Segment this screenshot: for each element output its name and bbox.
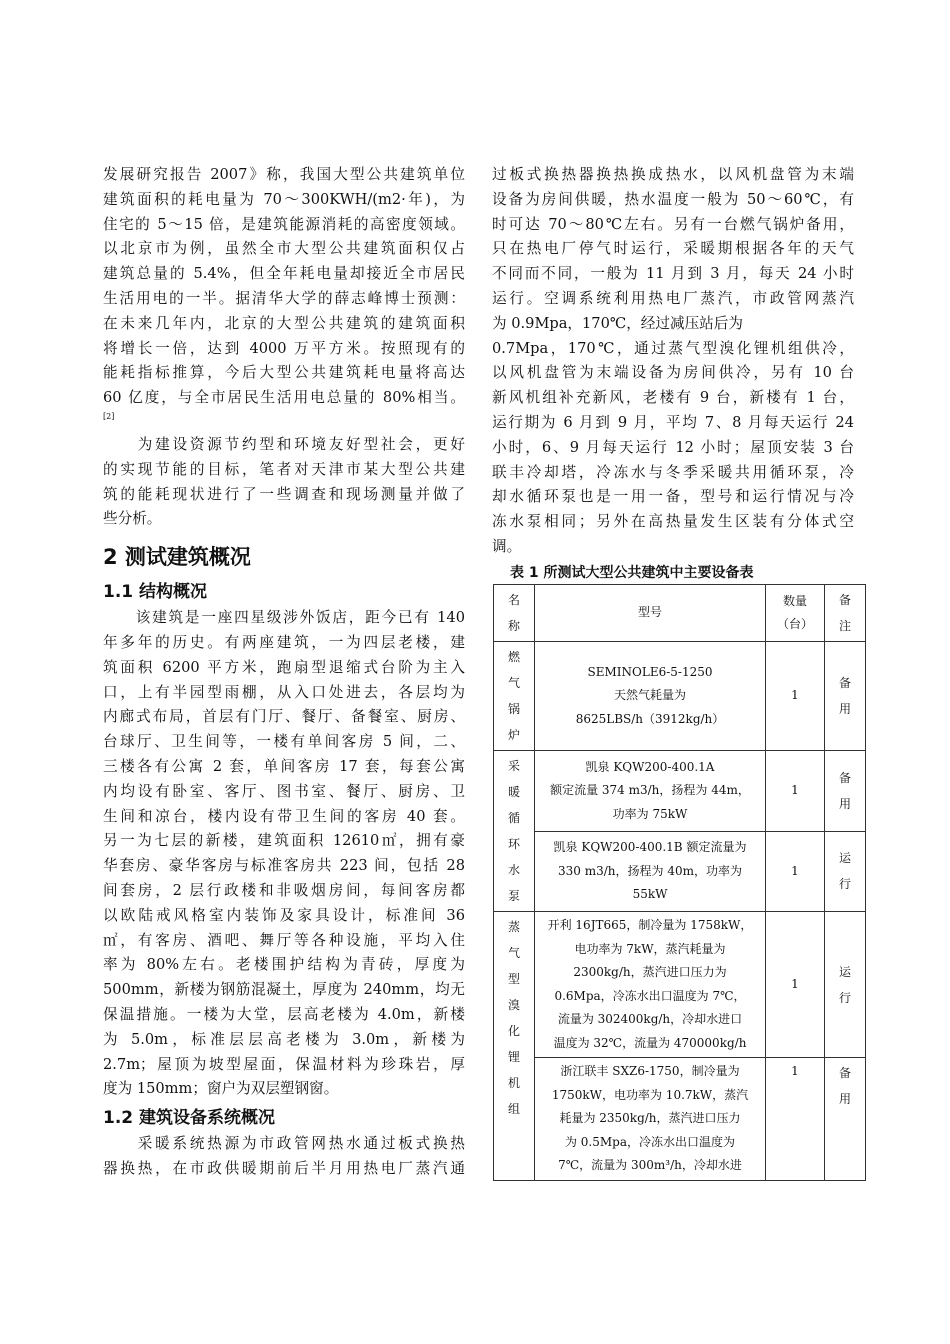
reference-mark: [2] [103, 411, 115, 421]
cell-name: 采 暖 循 环 水 泵 [494, 751, 535, 912]
table-row [494, 751, 866, 832]
text-line: 为建设资源节约型和环境友好型社会，更好 [103, 435, 465, 453]
cell-qty: 1 [766, 1058, 825, 1181]
text-line: 时可达 70～80℃左右。另有一台燃气锅炉备用， [492, 215, 854, 233]
text-line: 调。 [492, 537, 522, 555]
cell-model: 浙江联丰 SXZ6-1750，制冷量为 1750kW，电功率为 10.7kW，蒸汽 耗量为 2350kg/h，蒸汽进口压力 为 0.5Mpa，冷冻水出口温度为 7℃，流量为 300m³/h，冷却水进 [535, 1058, 766, 1181]
text-line: 年多年的历史。有两座建筑，一为四层老楼，建 [103, 633, 465, 651]
text-line: 运行期为 6 月到 9 月，平均 7、8 月每天运行 24 [492, 413, 854, 431]
header-model: 型号 [535, 585, 766, 642]
right-column [492, 163, 854, 560]
text-line: 筑面积 6200 平方米，跑扇型退缩式台阶为主入 [103, 658, 465, 676]
text-line: 新风机组补充新风，老楼有 9 台，新楼有 1 台， [492, 389, 854, 407]
cell-note: 备 用 [825, 1058, 866, 1181]
text-line: 三楼各有公寓 2 套，单间客房 17 套，每套公寓 [103, 757, 465, 775]
table-row [494, 642, 866, 751]
text-line: 小时，6、9 月每天运行 12 小时；屋顶安装 3 台 [492, 438, 854, 456]
text-line: 率为 80%左右。老楼围护结构为青砖，厚度为 [103, 956, 465, 974]
cell-name: 蒸 气 型 溴 化 锂 机 组 [494, 912, 535, 1181]
text-line: 口，上有半园型雨棚，从入口处进去，各层均为 [103, 683, 465, 701]
cell-model: 开利 16JT665，制冷量为 1758kW， 电功率为 7kW，蒸汽耗量为 2300kg/h，蒸汽进口压力为 0.6Mpa，冷冻水出口温度为 7℃， 流量为 302400kg/h，冷却水进口 温度为 32℃，流量为 470000kg/h [535, 912, 766, 1058]
text-line: 在未来几年内，北京的大型公共建筑的建筑面积 [103, 314, 465, 332]
text-line: 只在热电厂停气时运行，采暖期根据各年的天气 [492, 240, 854, 258]
equipment-paragraph [103, 1132, 465, 1182]
text-line: 将增长一倍，达到 4000 万平方米。按照现有的 [103, 339, 465, 357]
text-line: 60 亿度，与全市居民生活用电总量的 80%相当。 [103, 389, 465, 407]
cell-note: 备 用 [825, 642, 866, 751]
text-line: ㎡，有客房、酒吧、舞厅等各种设施，平均入住 [103, 931, 465, 949]
text-line: 冻水泵相同；另外在高热量发生区装有分体式空 [492, 513, 854, 531]
table-caption: 表 1 所测试大型公共建筑中主要设备表 [510, 565, 754, 581]
cell-qty: 1 [766, 831, 825, 912]
text-line: 住宅的 5～15 倍，是建筑能源消耗的高密度领域。 [103, 215, 465, 233]
subsection-heading-structure: 1.1 结构概况 [103, 582, 208, 603]
left-column [103, 163, 465, 1182]
cell-qty: 1 [766, 912, 825, 1058]
text-line: 发展研究报告 2007》称，我国大型公共建筑单位 [103, 166, 465, 183]
purpose-paragraph [103, 433, 465, 532]
text-line: 建筑面积的耗电量为 70～300KWH/(m2·年)，为 [103, 190, 465, 208]
text-line: 内廊式布局，首层有门厅、餐厅、备餐室、厨房、 [103, 708, 465, 726]
text-line: 却水循环泵也是一用一备，型号和运行情况与冷 [492, 488, 854, 506]
equipment-paragraph-continued [492, 163, 854, 560]
text-line: 间套房，2 层行政楼和非吸烟房间，每间客房都 [103, 881, 465, 899]
header-name: 名 称 [494, 585, 535, 642]
cell-qty: 1 [766, 642, 825, 751]
table-row [494, 1058, 866, 1181]
text-line: 2.7m；屋顶为坡型屋面，保温材料为珍珠岩，厚 [103, 1055, 465, 1073]
cell-name: 燃 气 锅 炉 [494, 642, 535, 751]
text-line: 联丰冷却塔，冷冻水与冬季采暖共用循环泵，冷 [492, 463, 854, 481]
text-line: 台球厅、卫生间等，一楼有单间客房 5 间，二、 [103, 733, 465, 751]
cell-note: 运 行 [825, 912, 866, 1058]
text-line: 为 5.0m，标准层层高老楼为 3.0m，新楼为 [103, 1030, 465, 1048]
text-line: 内均设有卧室、客厅、图书室、餐厅、厨房、卫 [103, 782, 465, 800]
text-line: 该建筑是一座四星级涉外饭店，距今已有 140 [103, 609, 465, 627]
table-row [494, 831, 866, 912]
cell-note: 备 用 [825, 751, 866, 832]
header-qty: 数量 （台） [766, 585, 825, 642]
text-line: 采暖系统热源为市政管网热水通过板式换热 [103, 1135, 465, 1153]
table-header-row [494, 585, 866, 642]
equipment-table [493, 584, 866, 1181]
structure-paragraph [103, 606, 465, 1102]
text-line: 筑的能耗现状进行了一些调查和现场测量并做了 [103, 485, 465, 503]
text-line: 设备为房间供暖，热水温度一般为 50～60℃，有 [492, 190, 854, 208]
cell-model: SEMINOLE6-5-1250 天然气耗量为 8625LBS/h（3912kg/h） [535, 642, 766, 751]
text-line: 生间和凉台，楼内设有带卫生间的客房 40 套。 [103, 807, 465, 825]
section-heading: 2 测试建筑概况 [103, 545, 251, 570]
text-line: 的实现节能的目标，笔者对天津市某大型公共建 [103, 460, 465, 478]
cell-note: 运 行 [825, 831, 866, 912]
text-line: 器换热，在市政供暖期前后半月用热电厂蒸汽通 [103, 1159, 465, 1177]
cell-model: 凯泉 KQW200-400.1B 额定流量为 330 m3/h，扬程为 40m，功率为 55kW [535, 831, 766, 912]
cell-model: 凯泉 KQW200-400.1A 额定流量 374 m3/h，扬程为 44m， 功率为 75kW [535, 751, 766, 832]
text-line: 些分析。 [103, 510, 162, 528]
intro-paragraph [103, 163, 465, 425]
text-line: 以欧陆戒风格室内装饰及家具设计，标准间 36 [103, 906, 465, 924]
subsection-heading-equipment: 1.2 建筑设备系统概况 [103, 1108, 276, 1129]
text-line: 过板式换热器换热换成热水，以风机盘管为末端 [492, 166, 854, 183]
text-line: 能耗指标推算，今后大型公共建筑耗电量将高达 [103, 364, 465, 382]
text-line: 为 0.9Mpa，170℃，经过减压站后为 [492, 314, 743, 332]
header-note: 备 注 [825, 585, 866, 642]
text-line: 以北京市为例，虽然全市大型公共建筑面积仅占 [103, 240, 465, 258]
text-line: 另一为七层的新楼，建筑面积 12610㎡，拥有豪 [103, 832, 465, 850]
text-line: 以风机盘管为末端设备为房间供冷，另有 10 台 [492, 364, 854, 382]
text-line: 生活用电的一半。据清华大学的薛志峰博士预测： [103, 289, 465, 307]
text-line: 500mm，新楼为钢筋混凝土，厚度为 240mm，均无 [103, 981, 465, 999]
text-line: 保温措施。一楼为大堂，层高老楼为 4.0m，新楼 [103, 1005, 465, 1023]
cell-qty: 1 [766, 751, 825, 832]
text-line: 建筑总量的 5.4%，但全年耗电量却接近全市居民 [103, 265, 465, 283]
text-line: 度为 150mm；窗户为双层塑钢窗。 [103, 1080, 339, 1098]
text-line: 华套房、豪华客房与标准客房共 223 间，包括 28 [103, 857, 465, 875]
text-line: 0.7Mpa，170℃，通过蒸气型溴化锂机组供冷， [492, 339, 854, 357]
table-row [494, 912, 866, 1058]
text-line: 不同而不同，一般为 11 月到 3 月，每天 24 小时 [492, 265, 854, 283]
text-line: 运行。空调系统利用热电厂蒸汽，市政管网蒸汽 [492, 289, 854, 307]
